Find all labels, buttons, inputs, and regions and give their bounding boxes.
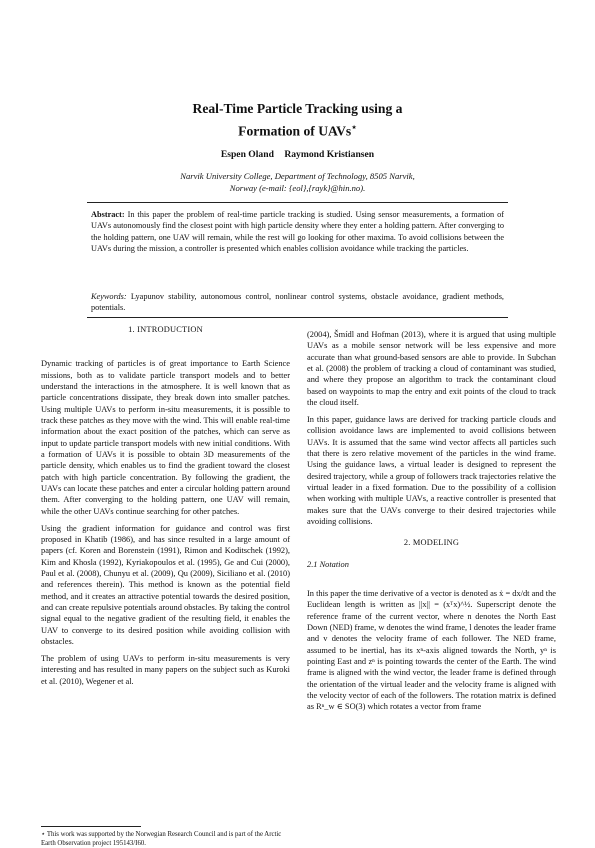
title-line-2-text: Formation of UAVs — [238, 123, 352, 139]
paper-title — [0, 100, 595, 141]
title-line-1: Real-Time Particle Tracking using a — [192, 101, 403, 116]
abstract-text: In this paper the problem of real-time particle tracking is studied. Using sensor measurements, a formation of UAVs autonomously find the closest point with high particle density where they enter a holding pattern. After converging to the holding pattern, one UAV will remain, while the rest will go looking for other maxima. To avoid collisions between the UAVs during the mission, a controller is presented which enables collision avoidance while tracking the particles. — [91, 210, 504, 253]
intro-paragraph-3: The problem of using UAVs to perform in-situ measurements is very interesting and has resulted in many papers on the subject such as Kuroki et al. (2010), Wegener et al. — [41, 653, 290, 686]
intro-paragraph-1: Dynamic tracking of particles is of great importance to Earth Science missions, both as to validate particle transport models and to better understand the interactions in the atmosphere. It is well known that as particle concentrations dissipate, they break down into smaller patches. Using multiple UAVs to perform in-situ measurements, it is possible to track these patches as they move with the wind. This will enable real-time information about the exact position of the patches, which can serve as input to update particle transport models with new initial conditions. With a formation of UAVs it is possible to obtain 3D measurements of the particle density, which enables us to find the gradient toward the closest patch with high particle concentration. By following the gradient, the UAVs can locate these patches and enter a circular holding pattern around them. After converging to the holding pattern, one UAV will remain, while the other UAVs continue searching for other patches. — [41, 359, 290, 516]
title-footnote-mark: ⋆ — [351, 122, 357, 132]
keywords-label: Keywords: — [91, 292, 127, 301]
intro-paragraph-5: In this paper, guidance laws are derived for tracking particle clouds and collision avoidance laws are implemented to avoid collisions between UAVs. It is assumed that the same wind vector affects all particles such that there is zero relative movement of the particles in the wind frame. Using the guidance laws, a virtual leader is designed to represent the desired trajectory, while a group of followers track trajectories relative the virtual leader in a fixed formation. Due to the possibility of a collision when working with multiple UAVs, a reactive controller is presented that makes sure that the UAVs converge to their desired trajectories while avoiding collisions. — [307, 414, 556, 526]
intro-paragraph-4: (2004), Šmídl and Hofman (2013), where it is argued that using multiple UAVs as a mobile sensor network will be less expensive and more accurate than what ground-based sensors are able to provide. In Subchan et al. (2008) the problem of tracking a cloud of contaminant was studied, and where they propose an algorithm to track the contaminant cloud based on waypoints to map the entry and exit points of the cloud to track the cloud itself. — [307, 330, 556, 408]
section-1-heading: 1. INTRODUCTION — [128, 325, 203, 334]
author-list — [0, 149, 595, 160]
section-2-heading: 2. MODELING — [403, 538, 460, 548]
title-line-2 — [0, 118, 595, 141]
author-1: Espen Oland — [220, 149, 274, 160]
abstract-bottom-rule — [87, 317, 508, 318]
keywords-text: Lyapunov stability, autonomous control, nonlinear control systems, obstacle avoidance, gradient methods, potentials. — [91, 292, 504, 313]
subsection-heading: 2.1 Notation — [307, 559, 349, 569]
intro-paragraph-2: Using the gradient information for guidance and control was first proposed in Khatib (1986), and has since resulted in a large amount of papers (cf. Koren and Borenstein (1991), Rimon and Koditschek (1992), Kim and Khosla (1992), Kyriakopoulos et al. (1995), Ge and Cui (2000), Paul et al. (2008), Chunyu et al. (2009), Qu (2009), Siciliano et al. (2010) and references therein). This method is known as the potential field method, and it creates an attractive potential towards the desired position, and can create repulsive potentials around obstacles. By taking the control signal equal to the negative gradient of the resulting field, it enables the UAV to converge to its desired position while avoiding collision with obstacles. — [41, 523, 290, 647]
abstract-top-rule — [87, 202, 508, 203]
notation-paragraph: In this paper the time derivative of a vector is denoted as ẋ = dx/dt and the Euclidean length is written as ||x|| = (xᵀx)^½. Superscript denote the reference frame of the current vector, where n denotes the North East Down (NED) frame, w denotes the wind frame, l denotes the leader frame and v denotes the velocity frame of each follower. The NED frame, assumed to be inertial, has its xⁿ-axis aligned towards the North, yⁿ is pointing East and zⁿ is pointing towards the center of the Earth. The wind frame is aligned with the wind vector, the leader frame is defined through the orientation of the virtual leader and the velocity frame is aligned with the velocity vector of each of the followers. The rotation matrix is defined as Rⁿ_w ∈ SO(3) which rotates a vector from frame — [307, 589, 556, 712]
affiliation-line-2: Norway (e-mail: {eol},{rayk}@hin.no). — [229, 183, 366, 193]
abstract-label: Abstract: — [91, 210, 125, 219]
footnote-rule — [41, 826, 141, 827]
abstract — [91, 209, 504, 254]
affiliation — [0, 170, 595, 194]
right-column — [307, 329, 556, 718]
left-column — [41, 324, 290, 692]
footnote: ⋆ This work was supported by the Norwegian Research Council and is part of the Arctic Earth Observation project 195143/I60. — [41, 831, 282, 847]
keywords — [91, 291, 504, 314]
author-2: Raymond Kristiansen — [284, 149, 375, 160]
affiliation-line-1: Narvik University College, Department of Technology, 8505 Narvik, — [180, 171, 415, 181]
